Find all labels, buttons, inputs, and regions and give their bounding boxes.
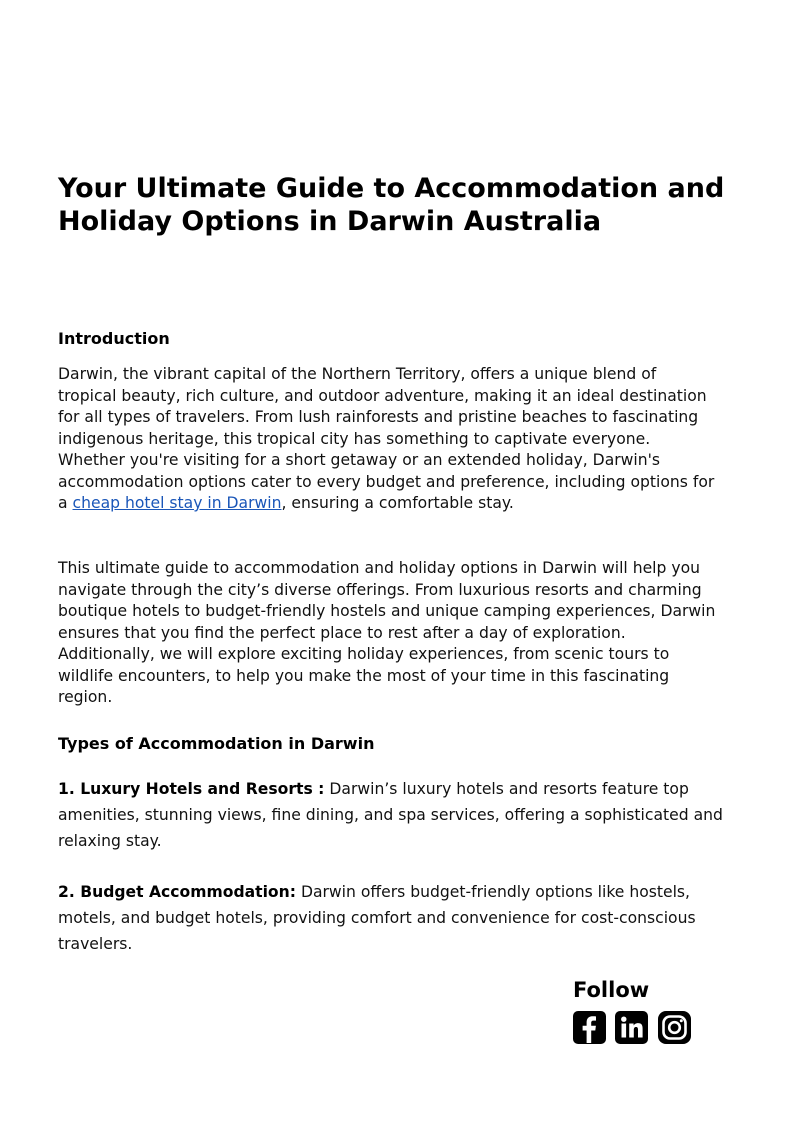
guide-paragraph: This ultimate guide to accommodation and holiday options in Darwin will help you navigate through the city’s diverse offerings. From luxurious resorts and charming boutique hotels to budget-friendly hostels and unique camping experiences, Darwin ensures that you find the perfect place to rest after a day of exploration. Additionally, we will explore exciting holiday experiences, from scenic tours to wildlife encounters, to help you make the most of your time in this fascinating region. <box>58 559 716 706</box>
accommodation-item-text: Darwin offers budget-friendly options like hostels, motels, and budget hotels, providing comfort and convenience for cost-conscious travelers. <box>58 883 696 953</box>
facebook-icon[interactable] <box>573 1011 606 1044</box>
accommodation-item-luxury <box>58 776 728 854</box>
page-title: Your Ultimate Guide to Accommodation and Holiday Options in Darwin Australia <box>58 173 725 237</box>
intro-text-before-link: Darwin, the vibrant capital of the Northern Territory, offers a unique blend of tropical beauty, rich culture, and outdoor adventure, making it an ideal destination for all types of travelers. From lush rainforests and pristine beaches to fascinating indigenous heritage, this tropical city has something to captivate everyone. Whether you're visiting for a short getaway or an extended holiday, Darwin's accommodation options cater to every budget and preference, including options for a <box>58 365 715 512</box>
accommodation-item-label: 1. Luxury Hotels and Resorts : <box>58 780 325 798</box>
follow-title: Follow <box>573 978 650 1002</box>
types-heading: Types of Accommodation in Darwin <box>58 734 375 753</box>
introduction-heading: Introduction <box>58 329 170 348</box>
instagram-icon[interactable] <box>658 1011 691 1044</box>
intro-text-after-link: , ensuring a comfortable stay. <box>281 494 514 512</box>
accommodation-item-text: Darwin’s luxury hotels and resorts feature top amenities, stunning views, fine dining, and spa services, offering a sophisticated and relaxing stay. <box>58 780 723 850</box>
accommodation-item-budget <box>58 879 728 957</box>
intro-paragraph <box>58 364 718 515</box>
accommodation-item-label: 2. Budget Accommodation: <box>58 883 296 901</box>
cheap-hotel-link[interactable]: cheap hotel stay in Darwin <box>72 494 282 512</box>
linkedin-icon[interactable] <box>615 1011 648 1044</box>
